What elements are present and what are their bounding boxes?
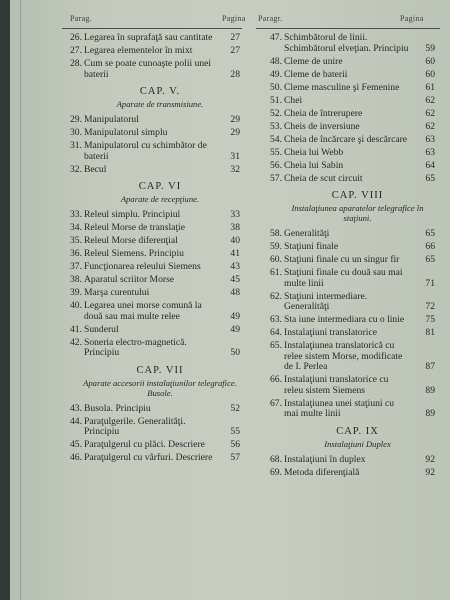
toc-entry	[60, 325, 240, 336]
toc-entry	[60, 288, 240, 299]
entry-page-number: 40	[230, 235, 240, 246]
entry-number: 62.	[270, 290, 282, 302]
entry-page-number: 66	[425, 241, 435, 252]
entry-number: 33.	[70, 209, 82, 220]
entry-title: Schimbătorul de linii. Schimbătorul elveţian. Principiu	[284, 32, 409, 54]
entry-title: Chei	[284, 94, 303, 106]
entry-page-number: 92	[425, 453, 435, 465]
entry-number: 50.	[270, 81, 282, 93]
entry-page-number: 71	[425, 277, 435, 289]
toc-entry	[260, 315, 435, 326]
entry-number: 59.	[270, 241, 282, 252]
toc-entry	[260, 229, 435, 240]
entry-number: 35.	[70, 235, 82, 246]
toc-entry	[60, 115, 240, 126]
page-edge-line	[20, 0, 21, 600]
toc-entry	[60, 165, 240, 176]
entry-page-number: 27	[230, 45, 240, 56]
entry-number: 26.	[70, 32, 82, 43]
toc-left-column	[60, 33, 240, 466]
entry-title: Cheia lui Webb	[284, 146, 344, 158]
chapter-title: CAP. VIII	[331, 190, 384, 201]
entry-title: Cheia de întrerupere	[284, 107, 363, 119]
entry-number: 43.	[70, 402, 82, 414]
entry-number: 47.	[270, 32, 282, 43]
chapter-subtitle: Aparate accesorii instalaţiunilor telegrafice. Busole.	[83, 377, 237, 398]
entry-title: Manipulatorul simplu	[84, 127, 168, 138]
entry-title: Releul Morse diferenţial	[84, 235, 178, 246]
entry-number: 27.	[70, 45, 82, 56]
entry-number: 55.	[270, 146, 282, 158]
entry-title: Releul simplu. Principiul	[84, 209, 181, 220]
entry-title: Instalaţiuni în duplex	[284, 453, 366, 465]
entry-page-number: 64	[425, 159, 435, 171]
entry-title: Cleme de unire	[284, 55, 343, 67]
toc-entry	[60, 338, 240, 359]
entry-number: 32.	[70, 163, 82, 175]
entry-number: 54.	[270, 133, 282, 145]
entry-number: 46.	[70, 452, 82, 463]
entry-title: Paraţulgerul cu vârfuri. Descriere	[84, 452, 213, 463]
entry-number: 49.	[270, 68, 282, 80]
entry-page-number: 87	[425, 361, 435, 372]
entry-page-number: 89	[425, 384, 435, 396]
toc-entry	[260, 268, 435, 289]
entry-page-number: 62	[425, 94, 435, 106]
entry-page-number: 72	[425, 301, 435, 312]
toc-entry	[260, 96, 435, 107]
entry-number: 28.	[70, 58, 82, 69]
entry-number: 40.	[70, 300, 82, 311]
chapter-title: CAP. IX	[336, 425, 379, 437]
entry-title: Generalităţi	[284, 228, 330, 239]
chapter-subtitle: Instalaţiuni Duplex	[324, 438, 391, 449]
entry-number: 67.	[270, 397, 282, 409]
entry-title: Instalaţiuni translatorice cu releu sistem Siemens	[284, 374, 389, 396]
entry-number: 31.	[70, 140, 82, 151]
entry-title: Legarea unei morse comună la două sau mai multe relee	[84, 300, 202, 322]
toc-entry	[60, 417, 240, 438]
toc-entry	[260, 57, 435, 68]
entry-number: 36.	[70, 248, 82, 259]
entry-title: Cum se poate cunoaşte polii unei baterii	[84, 58, 212, 80]
header-rule-right	[256, 28, 440, 29]
entry-page-number: 57	[230, 452, 240, 463]
entry-number: 60.	[270, 254, 282, 265]
entry-title: Staţiuni intermediare. Generalităţi	[284, 290, 368, 312]
entry-page-number: 29	[230, 127, 240, 138]
toc-entry	[260, 70, 435, 81]
entry-page-number: 63	[425, 146, 435, 158]
toc-entry	[260, 83, 435, 94]
toc-entry	[260, 341, 435, 373]
entry-title: Staţiuni finale cu două sau mai multe linii	[284, 267, 403, 289]
header-right-paragr: Paragr.	[258, 14, 283, 23]
entry-page-number: 92	[425, 466, 435, 478]
toc-entry	[260, 292, 435, 313]
entry-page-number: 63	[425, 133, 435, 145]
toc-entry	[60, 453, 240, 464]
entry-title: Aparatul scriitor Morse	[84, 274, 175, 285]
entry-title: Instalaţiuni translatorice	[284, 327, 377, 338]
entry-title: Legarea în suprafaţă sau cantitate	[84, 32, 213, 43]
header-rule-left	[62, 28, 242, 29]
entry-page-number: 45	[230, 274, 240, 285]
entry-title: Instalaţiunea unei staţiuni cu mai multe linii	[284, 397, 395, 419]
toc-entry	[260, 174, 435, 185]
entry-page-number: 60	[425, 55, 435, 67]
toc-entry	[60, 33, 240, 44]
toc-entry	[260, 148, 435, 159]
toc-entry	[260, 135, 435, 146]
entry-number: 66.	[270, 374, 282, 385]
toc-entry	[260, 242, 435, 253]
entry-page-number: 62	[425, 107, 435, 119]
entry-title: Legarea elementelor în mixt	[84, 45, 193, 56]
toc-entry	[60, 223, 240, 234]
entry-page-number: 65	[425, 172, 435, 184]
entry-page-number: 50	[230, 347, 240, 358]
entry-page-number: 59	[425, 42, 435, 54]
entry-page-number: 56	[230, 439, 240, 450]
chapter-subtitle: Instalaţiunea aparatelor telegrafice în staţiuni.	[291, 203, 424, 223]
toc-entry	[260, 122, 435, 133]
toc-entry	[60, 210, 240, 221]
entry-title: Cheia de încărcare şi descărcare	[284, 133, 408, 145]
entry-number: 45.	[70, 439, 82, 450]
toc-right-column	[260, 33, 435, 481]
entry-number: 56.	[270, 159, 282, 171]
entry-number: 65.	[270, 340, 282, 351]
toc-entry	[60, 236, 240, 247]
entry-page-number: 33	[230, 209, 240, 220]
entry-number: 38.	[70, 274, 82, 285]
entry-title: Manipulatorul	[84, 114, 139, 125]
entry-number: 29.	[70, 114, 82, 125]
entry-page-number: 62	[425, 120, 435, 132]
entry-page-number: 81	[425, 327, 435, 338]
toc-entry	[260, 399, 435, 420]
entry-title: Cheis de inversiune	[284, 120, 360, 132]
header-right-pagina: Pagina	[400, 14, 424, 23]
entry-number: 53.	[270, 120, 282, 132]
entry-page-number: 52	[230, 402, 240, 414]
entry-page-number: 29	[230, 114, 240, 125]
toc-entry	[60, 275, 240, 286]
entry-page-number: 27	[230, 32, 240, 43]
chapter-title: CAP. VII	[136, 364, 184, 376]
entry-number: 44.	[70, 415, 82, 427]
toc-entry	[260, 375, 435, 396]
toc-entry	[260, 455, 435, 466]
toc-entry	[60, 128, 240, 139]
entry-page-number: 61	[425, 81, 435, 93]
entry-number: 41.	[70, 323, 82, 335]
entry-title: Cleme masculine şi Femenine	[284, 81, 400, 93]
entry-number: 61.	[270, 267, 282, 278]
entry-number: 69.	[270, 466, 282, 478]
entry-title: Sunderul	[84, 323, 119, 335]
entry-title: Staţiuni finale cu un singur fir	[284, 254, 400, 265]
toc-entry	[260, 109, 435, 120]
entry-number: 68.	[270, 453, 282, 465]
toc-entry	[60, 262, 240, 273]
chapter-title: CAP. V.	[139, 86, 181, 97]
entry-number: 37.	[70, 261, 82, 272]
toc-entry	[260, 468, 435, 479]
entry-title: Cheia de scut circuit	[284, 172, 363, 184]
toc-entry	[60, 301, 240, 322]
entry-title: Releul Siemens. Principiu	[84, 248, 184, 259]
entry-title: Instalaţiunea translatorică cu relee sistem Morse, modificate de I. Perlea	[284, 340, 403, 372]
entry-page-number: 89	[425, 408, 435, 419]
book-page	[10, 0, 450, 600]
entry-number: 39.	[70, 287, 82, 298]
entry-title: Marşa curentului	[84, 287, 150, 298]
toc-entry	[260, 328, 435, 339]
entry-page-number: 65	[425, 228, 435, 239]
toc-entry	[260, 33, 435, 54]
entry-title: Paraţulgerul cu plăci. Descriere	[84, 439, 205, 450]
toc-entry	[260, 255, 435, 266]
entry-number: 51.	[270, 94, 282, 106]
entry-title: Busola. Principiu	[84, 402, 151, 414]
toc-entry	[60, 46, 240, 57]
entry-title: Staţiuni finale	[284, 241, 339, 252]
chapter-title: CAP. VI	[138, 181, 182, 192]
entry-page-number: 65	[425, 254, 435, 265]
entry-page-number: 38	[230, 222, 240, 233]
toc-entry	[60, 440, 240, 451]
entry-title: Releul Morse de translaţie	[84, 222, 185, 233]
toc-entry	[60, 404, 240, 415]
entry-page-number: 32	[230, 163, 240, 175]
entry-page-number: 48	[230, 287, 240, 298]
header-left-paragr: Parag.	[70, 14, 93, 23]
header-left-pagina: Pagina	[222, 14, 246, 23]
entry-number: 48.	[270, 55, 282, 67]
entry-number: 58.	[270, 228, 282, 239]
entry-page-number: 28	[230, 68, 240, 80]
entry-number: 52.	[270, 107, 282, 119]
chapter-subtitle: Aparate de recepţiune.	[120, 194, 200, 204]
entry-page-number: 49	[230, 323, 240, 335]
entry-page-number: 75	[425, 314, 435, 325]
entry-title: Paraţulgerile. Generalităţi. Principiu	[84, 415, 186, 437]
entry-title: Becul	[84, 163, 107, 175]
entry-title: Soneria electro-magnetică. Principiu	[84, 336, 187, 358]
entry-number: 57.	[270, 172, 282, 184]
entry-number: 42.	[70, 336, 82, 348]
entry-title: Funcţionarea releului Siemens	[84, 261, 201, 272]
entry-title: Metoda diferenţială	[284, 466, 360, 478]
entry-title: Manipulatorul cu schimbător de baterii	[84, 140, 207, 162]
entry-number: 64.	[270, 327, 282, 338]
toc-entry	[260, 161, 435, 172]
entry-page-number: 43	[230, 261, 240, 272]
entry-title: Cheia lui Sabin	[284, 159, 344, 171]
chapter-subtitle: Aparate de transmisiune.	[116, 99, 204, 109]
entry-number: 30.	[70, 127, 82, 138]
toc-entry	[60, 141, 240, 162]
toc-entry	[60, 249, 240, 260]
entry-page-number: 60	[425, 68, 435, 80]
entry-page-number: 31	[230, 150, 240, 162]
entry-page-number: 41	[230, 248, 240, 259]
entry-title: Sta iune intermediara cu o linie	[284, 314, 405, 325]
entry-title: Cleme de baterii	[284, 68, 348, 80]
entry-page-number: 49	[230, 310, 240, 322]
entry-number: 34.	[70, 222, 82, 233]
entry-page-number: 55	[230, 426, 240, 437]
entry-number: 63.	[270, 314, 282, 325]
toc-entry	[60, 59, 240, 80]
